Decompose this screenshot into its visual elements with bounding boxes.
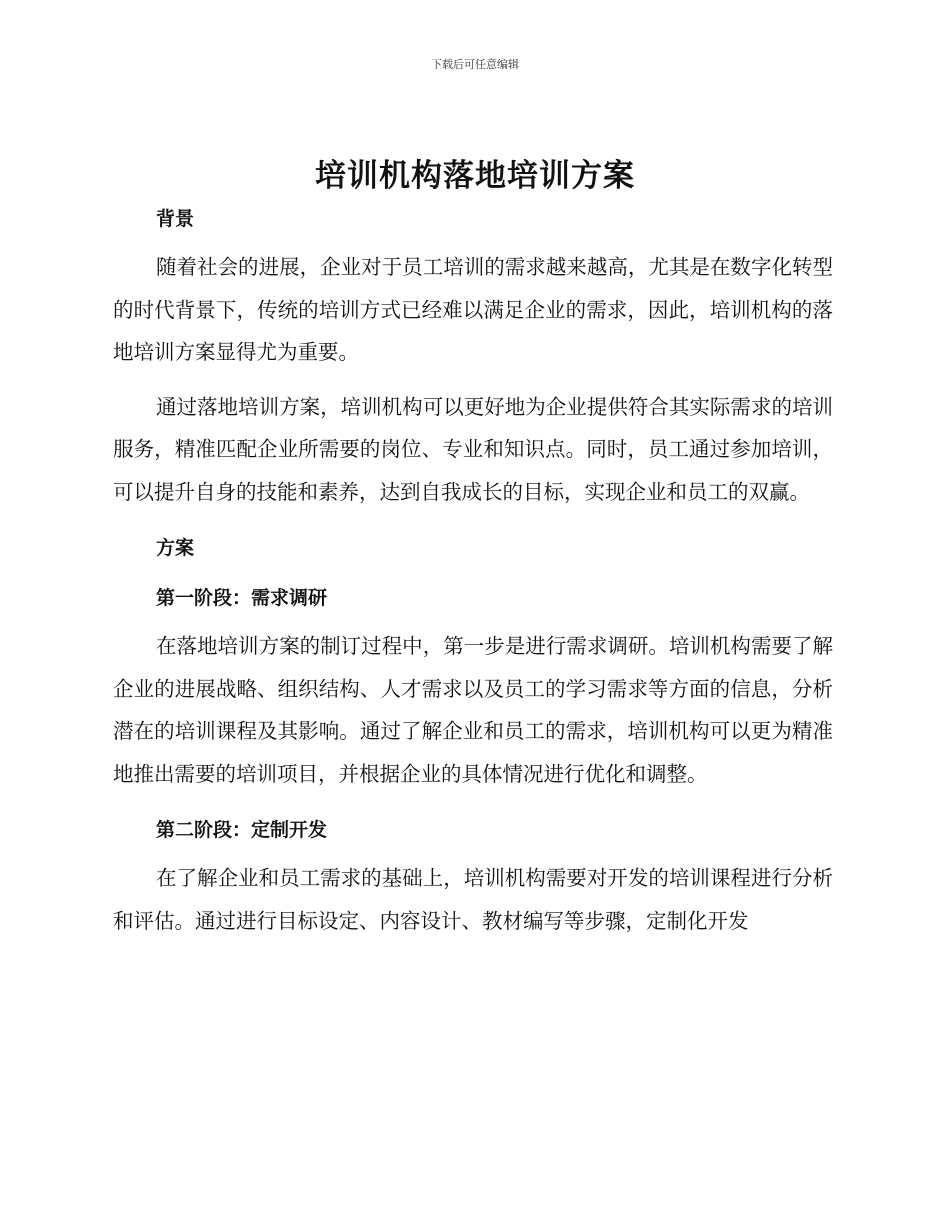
stage1-heading: 第一阶段：需求调研 (156, 587, 328, 609)
stage1-paragraph: 在落地培训方案的制订过程中，第一步是进行需求调研。培训机构需要了解企业的进展战略、组织结构、人才需求以及员工的学习需求等方面的信息，分析潜在的培训课程及其影响。通过了解企业和员工的需求，培训机构可以更为精准地推出需要的培训项目，并根据企业的具体情况进行优化和调整。 (113, 634, 833, 786)
document-body (113, 204, 833, 942)
stage2-paragraph: 在了解企业和员工需求的基础上，培训机构需要对开发的培训课程进行分析和评估。通过进行目标设定、内容设计、教材编写等步骤，定制化开发 (113, 866, 833, 933)
plan-heading: 方案 (156, 537, 195, 559)
document-title: 培训机构落地培训方案 (315, 158, 635, 194)
background-paragraph-2: 通过落地培训方案，培训机构可以更好地为企业提供符合其实际需求的培训服务，精准匹配企业所需要的岗位、专业和知识点。同时，员工通过参加培训，可以提升自身的技能和素养，达到自我成长的目标，实现企业和员工的双赢。 (113, 394, 833, 504)
stage2-heading: 第二阶段：定制开发 (156, 819, 328, 841)
background-heading: 背景 (156, 208, 195, 230)
header-note: 下载后可任意编辑 (431, 58, 519, 71)
background-paragraph-1: 随着社会的进展，企业对于员工培训的需求越来越高，尤其是在数字化转型的时代背景下，传统的培训方式已经难以满足企业的需求，因此，培训机构的落地培训方案显得尤为重要。 (113, 255, 833, 364)
